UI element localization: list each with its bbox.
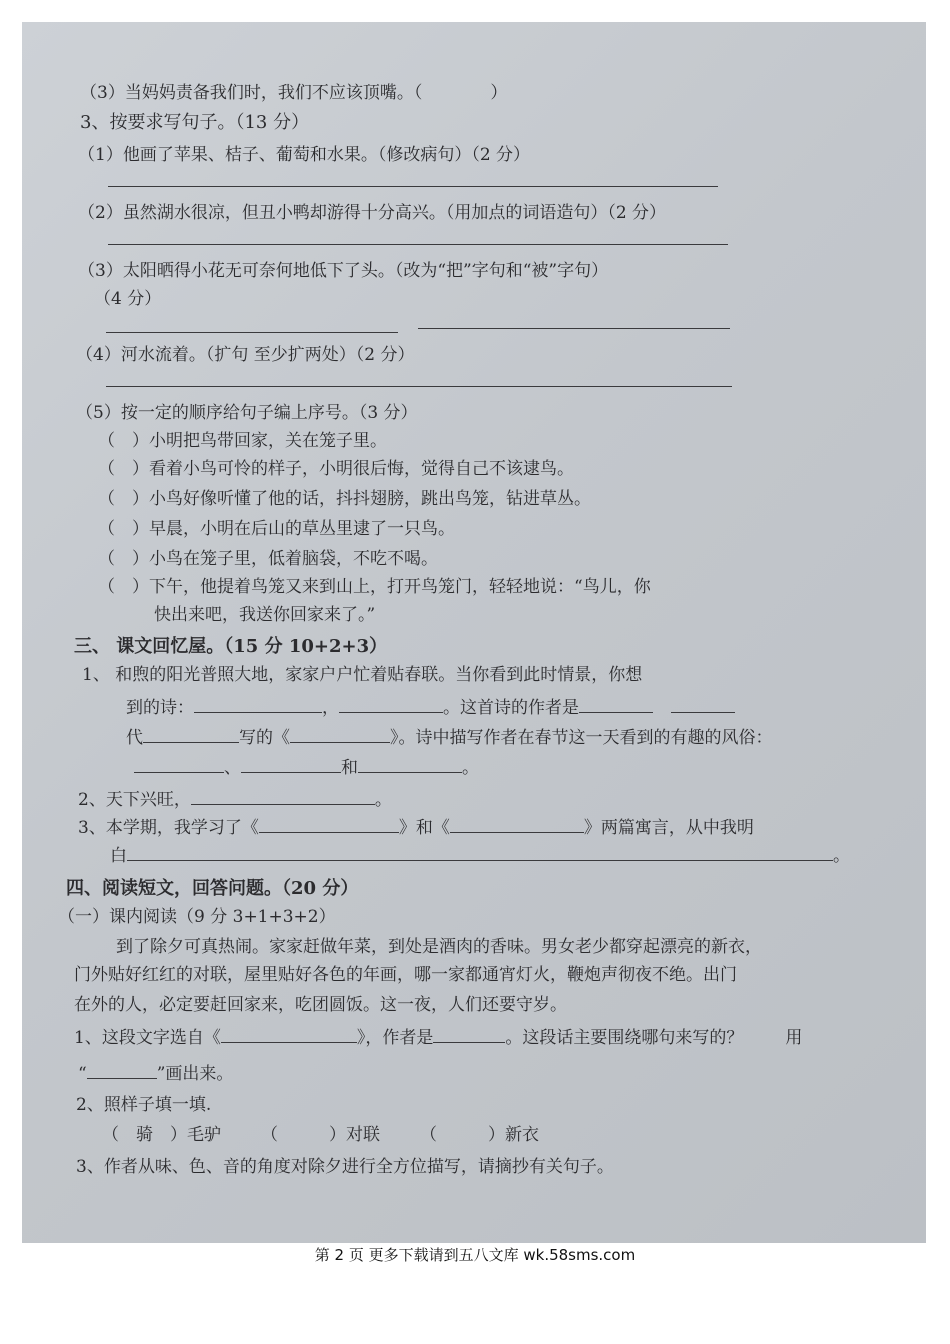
- order-sentence: （ ）小明把鸟带回家，关在笼子里。: [98, 431, 387, 451]
- section-3-q1-poem-line: 到的诗： ， 。这首诗的作者是: [126, 696, 735, 719]
- section-3-q3-cont: 白 。: [110, 846, 850, 866]
- blank-custom-2[interactable]: [241, 756, 341, 773]
- order-sentence: （ ）小鸟好像听懂了他的话，抖抖翅膀，跳出鸟笼，钻进草丛。: [98, 489, 591, 509]
- section-3-q1-customs-line: 、 和 。: [134, 756, 479, 779]
- page-footer: 第 2 页 更多下载请到五八文库 wk.58sms.com: [314, 1246, 636, 1264]
- reading-q3: 3、作者从味、色、音的角度对除夕进行全方位描写，请摘抄有关句子。: [76, 1157, 614, 1177]
- section-3-q1: 1、 和煦的阳光普照大地，家家户户忙着贴春联。当你看到此时情景，你想: [82, 665, 643, 685]
- item-rewrite-3: （3）太阳晒得小花无可奈何地低下了头。（改为“把”字句和“被”字句）: [78, 261, 609, 281]
- item-rewrite-5: （5）按一定的顺序给句子编上序号。（3 分）: [76, 403, 418, 423]
- fill-new-clothes[interactable]: （ ）新衣: [420, 1125, 539, 1145]
- order-sentence: （ ）早晨，小明在后山的草丛里逮了一只鸟。: [98, 519, 455, 539]
- answer-line[interactable]: [108, 244, 728, 245]
- blank-source[interactable]: [221, 1026, 357, 1043]
- passage-line: 在外的人，必定要赶回家来，吃团圆饭。这一夜，人们还要守岁。: [74, 995, 567, 1015]
- answer-line[interactable]: [108, 186, 718, 187]
- item-rewrite-2: （2）虽然湖水很凉，但丑小鸭却游得十分高兴。（用加点的词语造句）（2 分）: [78, 203, 667, 223]
- section-3-q2: 2、天下兴旺， 。: [78, 790, 392, 810]
- answer-line-ba[interactable]: [106, 332, 398, 333]
- blank-author-1[interactable]: [579, 696, 653, 713]
- order-sentence: （ ）下午，他提着鸟笼又来到山上，打开鸟笼门，轻轻地说：“鸟儿，你: [98, 577, 651, 597]
- section-3-q1-dynasty-line: 代 写的《 》。诗中描写作者在春节这一天看到的有趣的风俗：: [126, 728, 773, 748]
- blank-lesson[interactable]: [127, 844, 833, 861]
- reading-q1: 1、这段文字选自《 》，作者是 。这段话主要围绕哪句来写的？ 用: [74, 1028, 803, 1048]
- order-sentence: （ ）小鸟在笼子里，低着脑袋，不吃不喝。: [98, 549, 438, 569]
- reading-part-1-title: （一）课内阅读（9 分 3+1+3+2）: [58, 907, 336, 927]
- blank-fable-1[interactable]: [259, 816, 399, 833]
- blank-author-2[interactable]: [671, 696, 735, 713]
- reading-q1-cont: “ ”画出来。: [78, 1064, 234, 1084]
- item-rewrite-1: （1）他画了苹果、桔子、葡萄和水果。（修改病句）（2 分）: [78, 145, 531, 165]
- passage-line: 门外贴好红红的对联，屋里贴好各色的年画，哪一家都通宵灯火，鞭炮声彻夜不绝。出门: [74, 965, 737, 985]
- reading-q2: 2、照样子填一填.: [76, 1095, 212, 1115]
- blank-poem-2[interactable]: [339, 696, 443, 713]
- passage-line: 到了除夕可真热闹。家家赶做年菜，到处是酒肉的香味。男女老少都穿起漂亮的新衣，: [116, 937, 762, 957]
- blank-dynasty[interactable]: [143, 726, 239, 743]
- blank-poem-1[interactable]: [194, 696, 322, 713]
- section-4-heading: 四、阅读短文，回答问题。（20 分）: [66, 878, 359, 899]
- blank-underline-mark[interactable]: [87, 1062, 157, 1079]
- example-ride-donkey: （ 骑 ）毛驴: [102, 1125, 221, 1145]
- answer-line[interactable]: [106, 386, 732, 387]
- blank-custom-1[interactable]: [134, 756, 224, 773]
- blank-fable-2[interactable]: [450, 816, 584, 833]
- blank-author[interactable]: [433, 1026, 505, 1043]
- blank-q2[interactable]: [191, 788, 375, 805]
- item-rewrite-3-score: （4 分）: [94, 289, 162, 309]
- scanned-exam-page: [22, 22, 926, 1243]
- blank-title[interactable]: [290, 726, 390, 743]
- fill-couplet[interactable]: （ ）对联: [261, 1125, 380, 1145]
- section-3-q3: 3、本学期，我学习了《 》和《 》两篇寓言，从中我明: [78, 818, 754, 838]
- reading-q2-examples: [102, 1124, 539, 1146]
- blank-custom-3[interactable]: [358, 756, 462, 773]
- item-q2-3: （3）当妈妈责备我们时，我们不应该顶嘴。（ ）: [80, 83, 508, 103]
- answer-line-bei[interactable]: [418, 328, 730, 329]
- order-sentence-cont: 快出来吧，我送你回家来了。”: [154, 605, 376, 625]
- section-3-heading: 三、 课文回忆屋。（15 分 10+2+3）: [74, 636, 388, 657]
- item-rewrite-4: （4）河水流着。（扩句 至少扩两处）（2 分）: [76, 345, 415, 365]
- order-sentence: （ ）看着小鸟可怜的样子，小明很后悔，觉得自己不该逮鸟。: [98, 459, 574, 479]
- section-rewrite-sentences: 3、按要求写句子。（13 分）: [80, 112, 310, 133]
